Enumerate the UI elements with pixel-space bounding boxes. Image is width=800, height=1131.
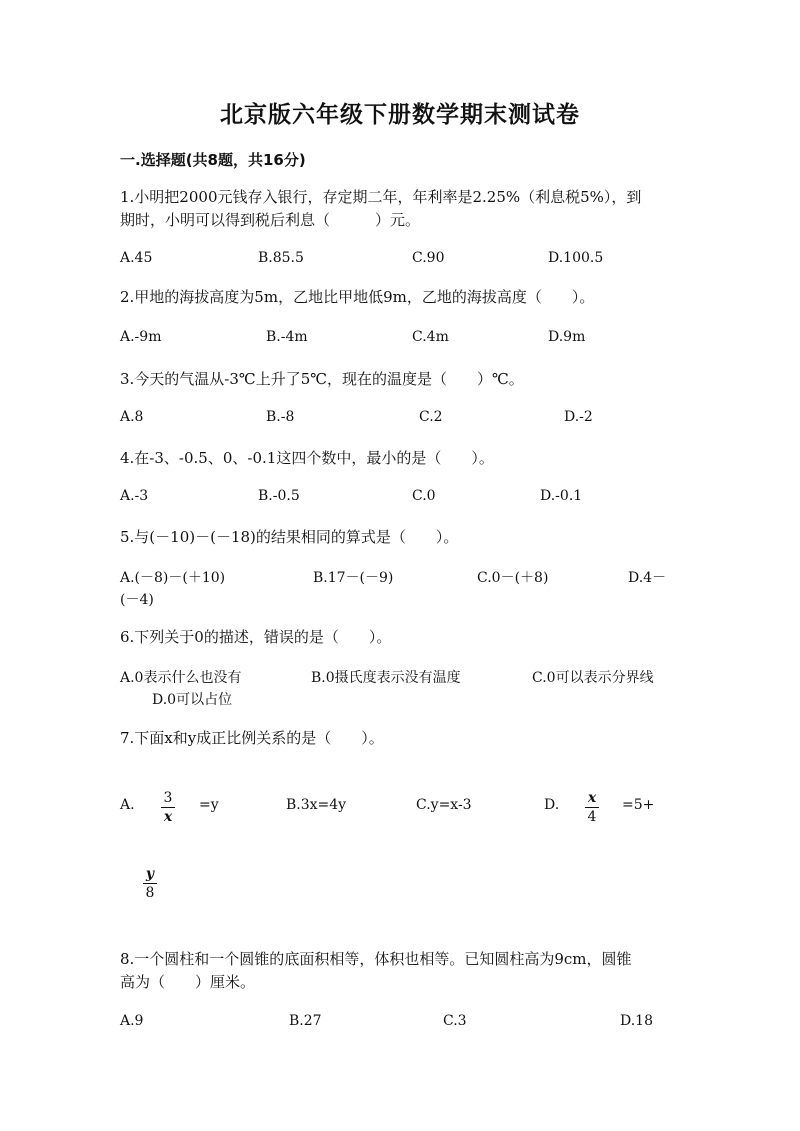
- q5-option-c: C.0－(＋8): [477, 570, 549, 586]
- question-1-line-1: 1.小明把2000元钱存入银行，存定期二年，年利率是2.25%（利息税5%），到: [120, 188, 642, 206]
- q1-option-d: D.100.5: [548, 250, 604, 266]
- page-title: 北京版六年级下册数学期末测试卷: [220, 102, 580, 128]
- q6-option-b: B.0摄氏度表示没有温度: [311, 670, 461, 686]
- q8-option-c: C.3: [443, 1013, 467, 1029]
- q7-d2-numerator: y: [145, 866, 155, 882]
- q1-option-b: B.85.5: [258, 250, 304, 266]
- q3-option-b: B.-8: [266, 409, 295, 425]
- question-8-line-1: 8.一个圆柱和一个圆锥的底面积相等，体积也相等。已知圆柱高为9cm，圆锥: [120, 950, 632, 968]
- q6-option-a: A.0表示什么也没有: [120, 670, 242, 686]
- fraction-bar: [585, 807, 599, 808]
- question-8-line-2: 高为（ ）厘米。: [120, 973, 256, 991]
- section-heading: 一.选择题(共8题，共16分): [120, 151, 306, 169]
- q4-option-d: D.-0.1: [540, 488, 583, 504]
- question-6-text: 6.下列关于0的描述，错误的是（ ）。: [120, 628, 392, 646]
- q7-option-a-rest: =y: [199, 797, 219, 813]
- q1-option-a: A.45: [120, 250, 153, 266]
- q7-d2-denominator: 8: [145, 885, 155, 901]
- q5-option-d: D.4－: [628, 570, 667, 586]
- q6-option-c: C.0可以表示分界线: [532, 670, 654, 686]
- q5-option-d-wrap: (－4): [120, 592, 154, 608]
- question-2-text: 2.甲地的海拔高度为5m，乙地比甲地低9m，乙地的海拔高度（ ）。: [120, 288, 595, 306]
- q7-option-c: C.y=x-3: [416, 797, 472, 813]
- q5-option-a: A.(－8)－(＋10): [120, 570, 226, 586]
- question-7-text: 7.下面x和y成正比例关系的是（ ）。: [120, 729, 384, 747]
- q2-option-d: D.9m: [548, 329, 586, 345]
- q8-option-d: D.18: [620, 1013, 653, 1029]
- q8-option-b: B.27: [289, 1013, 322, 1029]
- q7-option-d-fraction: [585, 790, 599, 825]
- q7-d-numerator: x: [587, 790, 597, 806]
- fraction-bar: [143, 883, 157, 884]
- q7-option-a-label: A.: [120, 797, 135, 813]
- question-3-text: 3.今天的气温从-3℃上升了5℃，现在的温度是（ ）℃。: [120, 370, 524, 388]
- q7-option-d-fraction-2: [143, 866, 157, 901]
- q4-option-c: C.0: [412, 488, 436, 504]
- question-4-text: 4.在-3、-0.5、0、-0.1这四个数中，最小的是（ ）。: [120, 449, 494, 467]
- q7-a-denominator: x: [163, 809, 173, 825]
- q2-option-b: B.-4m: [266, 329, 308, 345]
- q3-option-a: A.8: [120, 409, 144, 425]
- q6-option-d: D.0可以占位: [152, 692, 233, 708]
- q4-option-a: A.-3: [120, 488, 149, 504]
- question-5-text: 5.与(－10)－(－18)的结果相同的算式是（ ）。: [120, 528, 459, 546]
- q4-option-b: B.-0.5: [258, 488, 300, 504]
- q7-option-a-fraction: [161, 790, 175, 825]
- q2-option-a: A.-9m: [120, 329, 162, 345]
- q7-d-denominator: 4: [587, 809, 597, 825]
- q8-option-a: A.9: [120, 1013, 144, 1029]
- q3-option-d: D.-2: [564, 409, 593, 425]
- q7-option-b: B.3x=4y: [286, 797, 347, 813]
- q7-a-numerator: 3: [163, 790, 173, 806]
- q7-option-d-rest: =5+: [622, 797, 655, 813]
- q2-option-c: C.4m: [412, 329, 449, 345]
- q3-option-c: C.2: [419, 409, 443, 425]
- q1-option-c: C.90: [412, 250, 445, 266]
- question-1-line-2: 期时，小明可以得到税后利息（ ）元。: [120, 211, 421, 229]
- q7-option-d-label: D.: [544, 797, 560, 813]
- fraction-bar: [161, 807, 175, 808]
- q5-option-b: B.17－(－9): [313, 570, 394, 586]
